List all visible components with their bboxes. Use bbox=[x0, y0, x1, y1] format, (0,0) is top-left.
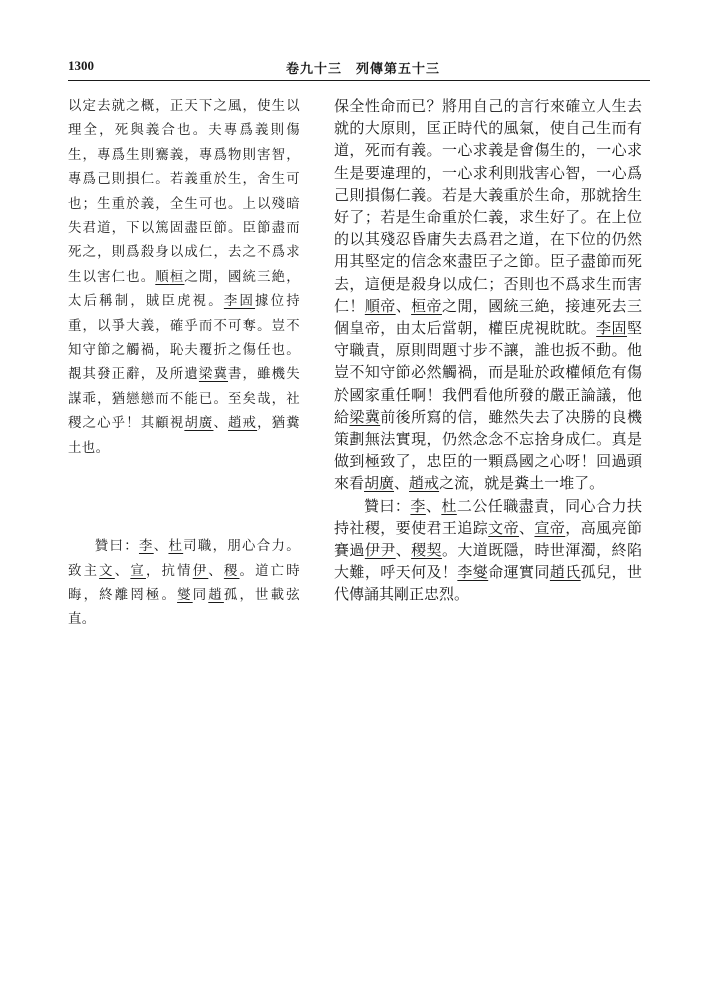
text-run: 之閒，國統三絶，接連死去三個皇帝，由太后當朝，權臣虎視眈眈。 bbox=[334, 296, 642, 338]
text-run: ，猶糞土也。 bbox=[68, 416, 300, 456]
text-run: 、 bbox=[114, 563, 131, 579]
text-run: 、 bbox=[395, 541, 412, 560]
text-run: 保全性命而已？將用自己的言行來確立人生去就的大原則，匡正時代的風氣，使自己生而有道，死而有義。一心求義是會傷生的，一心求生是要違理的，一心求利則戕害心智，一心爲己則損傷仁義。若是大義重於生命，那就捨生好了；若是生命重於仁義，求生好了。在上位的以其殘忍昏庸失去爲君之道，在下位的仍然用其堅定的信念來盡臣子之節。臣子盡節而死去，這便是殺身以成仁；否則也不爲求生而害仁！ bbox=[334, 97, 642, 315]
proper-name: 杜 bbox=[168, 539, 184, 555]
proper-name: 李燮 bbox=[457, 563, 489, 582]
proper-name: 伊 bbox=[192, 563, 209, 579]
text-run: 命運實同 bbox=[488, 563, 550, 582]
text-run: 、 bbox=[395, 296, 412, 315]
text-run: 以定去就之概，正天下之風，使生以理全，死與義合也。夫專爲義則傷生，專爲生則騫義，專爲物則害智，專爲己則損仁。若義重於生，舍生可也；生重於義，全生可也。上以殘暗失君道，下以篤固盡臣節。臣節盡而死之，則爲殺身以成仁，去之不爲求生以害仁也。 bbox=[68, 99, 300, 285]
proper-name: 趙戒 bbox=[228, 416, 258, 432]
text-run: 之閒，國統三絶，太后稱制，賊臣虎視。 bbox=[68, 269, 300, 310]
text-run: 二公任職盡責，同心合力扶持社稷，要使君王追踪 bbox=[334, 496, 642, 537]
proper-name: 桓 bbox=[169, 269, 185, 285]
header-rule bbox=[68, 80, 650, 81]
proper-name: 胡廣 bbox=[364, 474, 395, 493]
proper-name: 杜 bbox=[441, 496, 457, 515]
proper-name: 稷 bbox=[223, 563, 240, 579]
proper-name: 趙戒 bbox=[409, 474, 440, 493]
proper-name: 李固 bbox=[223, 294, 256, 310]
text-run: 、 bbox=[394, 474, 410, 493]
text-run: 司職，朋心合力。致主 bbox=[68, 539, 301, 579]
proper-name: 胡廣 bbox=[184, 416, 214, 432]
proper-name: 順 bbox=[155, 269, 170, 285]
text-run: 、 bbox=[213, 416, 228, 432]
proper-name: 梁冀 bbox=[198, 367, 229, 383]
text-run: 孤兒，世代傳誦其剛正忠烈。 bbox=[334, 563, 642, 604]
classical-text-column bbox=[68, 95, 300, 633]
classical-lun-paragraph bbox=[68, 95, 300, 461]
proper-name: 李 bbox=[138, 539, 154, 555]
text-run: 。大道既隱，時世渾濁，終陷大難，呼天何及！ bbox=[334, 541, 642, 582]
proper-name: 順帝 bbox=[364, 296, 396, 315]
proper-name: 桓帝 bbox=[411, 296, 442, 315]
text-run: 據位持重，以爭大義，確乎而不可奪。豈不知守節之觸禍，恥夫覆折之傷任也。覩其發正辭，及所遺 bbox=[68, 294, 300, 383]
text-run: 、 bbox=[208, 563, 224, 579]
classical-zan-paragraph bbox=[68, 535, 300, 633]
text-run: 、 bbox=[153, 539, 169, 555]
running-head: 卷九十三 列傳第五十三 bbox=[286, 62, 441, 77]
text-run: 。道亡時晦，終離罔極。 bbox=[68, 563, 301, 603]
proper-name: 文 bbox=[99, 563, 115, 579]
proper-name: 稷契 bbox=[411, 541, 442, 560]
text-run: ，高風亮節賽過 bbox=[334, 518, 642, 560]
text-run: 前後所寫的信，雖然失去了决勝的良機策劃無法實現，仍然念念不忘捨身成仁。真是做到極致了，忠臣的一顆爲國之心呀！回過頭來看 bbox=[334, 407, 642, 493]
text-run: 堅守職責，原則問題寸步不讓，誰也扳不動。他豈不知守節必然觸禍，而是耻於政權傾危有傷於國家重任啊！我們看他所發的嚴正論議，他給 bbox=[334, 319, 642, 426]
proper-name: 梁冀 bbox=[349, 407, 381, 426]
proper-name: 趙氏 bbox=[549, 563, 581, 582]
proper-name: 宣帝 bbox=[534, 518, 566, 537]
text-run: 同 bbox=[192, 587, 209, 603]
translation-lun-paragraph bbox=[334, 95, 642, 495]
proper-name: 伊尹 bbox=[364, 541, 396, 560]
text-run: 贊曰： bbox=[94, 539, 139, 555]
text-run: ，抗情 bbox=[145, 563, 193, 579]
translation-text-column bbox=[334, 95, 642, 606]
proper-name: 燮 bbox=[177, 587, 193, 603]
proper-name: 李固 bbox=[596, 319, 627, 338]
text-run: 書，雖機失謀乖，猶戀戀而不能已。至矣哉，社稷之心乎！其顧視 bbox=[68, 367, 300, 432]
proper-name: 李 bbox=[410, 496, 426, 515]
text-run: 贊曰： bbox=[364, 496, 411, 515]
proper-name: 文帝 bbox=[488, 518, 520, 537]
text-run: 孤，世載弦直。 bbox=[68, 587, 301, 628]
text-run: 、 bbox=[519, 518, 535, 537]
translation-zan-paragraph bbox=[334, 495, 642, 606]
proper-name: 宣 bbox=[130, 563, 146, 579]
text-run: 、 bbox=[425, 496, 442, 515]
proper-name: 趙 bbox=[208, 587, 224, 603]
text-run: 之流，就是糞土一堆了。 bbox=[439, 474, 605, 493]
page-number: 1300 bbox=[68, 58, 94, 73]
